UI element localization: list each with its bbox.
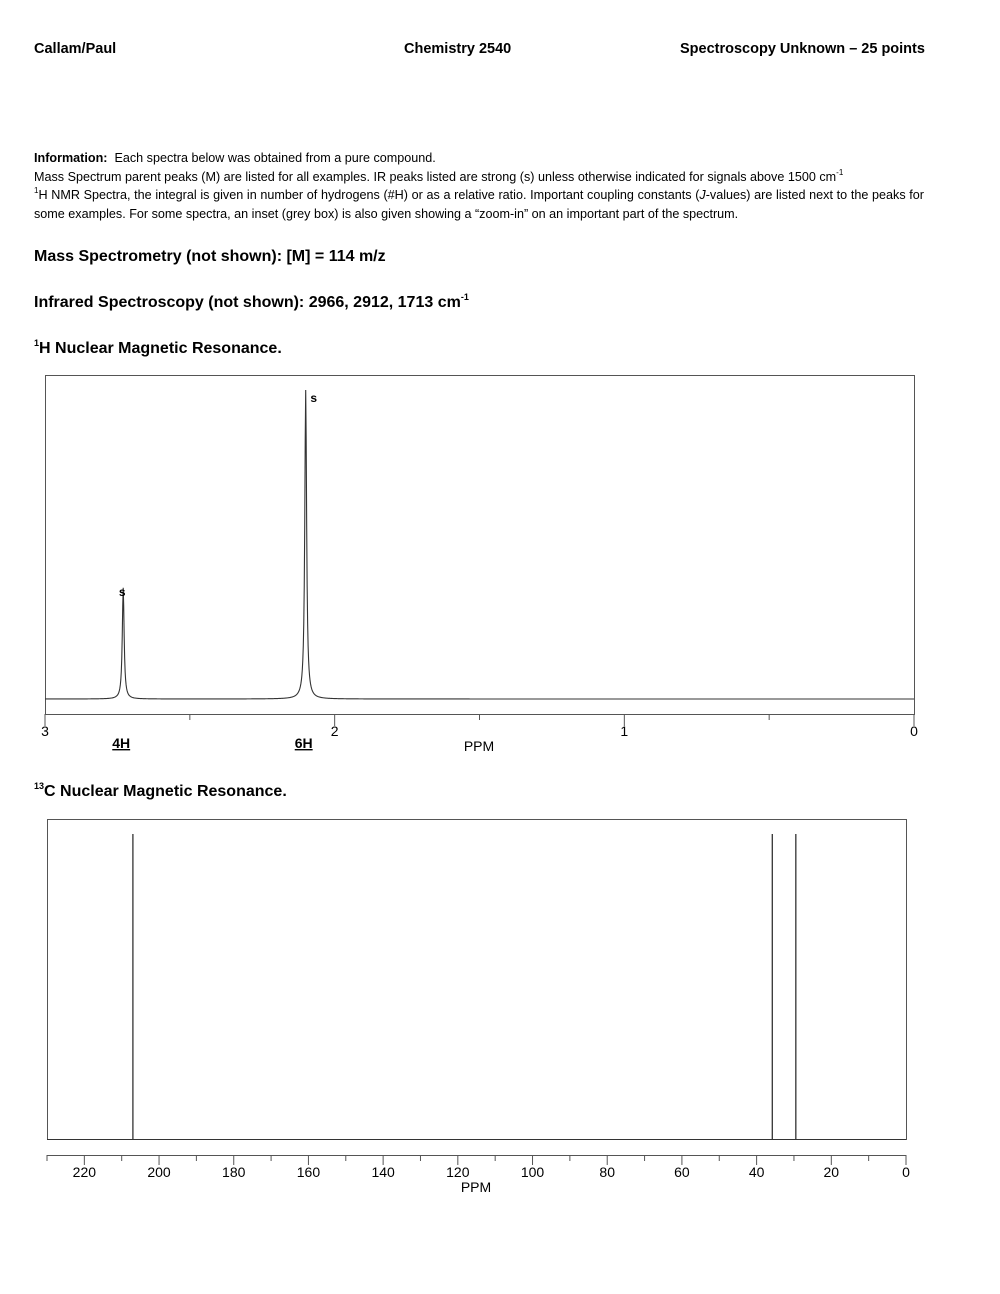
h-nmr-integral-label: 6H — [294, 735, 313, 751]
h-nmr-integral-label: 4H — [112, 735, 131, 751]
h-nmr-multiplicity-label: s — [118, 584, 126, 599]
mass-spec-line: Mass Spectrometry (not shown): [M] = 114 m/z — [34, 248, 386, 265]
c-nmr-tick-label: 140 — [371, 1164, 395, 1180]
h-nmr-tick-label: 3 — [41, 723, 49, 739]
c-nmr-tick-label: 60 — [674, 1164, 690, 1180]
h-nmr-spectrum — [0, 370, 1000, 765]
information-block — [34, 149, 924, 223]
information-line-2: Mass Spectrum parent peaks (M) are listed for all examples. IR peaks listed are strong (s) unless otherwise indicated for signals above 1500 $cm^{-1}$ — [34, 167, 844, 184]
h-nmr-frame — [46, 376, 915, 715]
ir-line: Infrared Spectroscopy (not shown): 2966, 2912, 1713 $cm^{-1}$ — [34, 292, 469, 311]
c-nmr-tick-label: 80 — [599, 1164, 616, 1180]
header-course-instructors: Callam/Paul — [34, 41, 117, 57]
c-nmr-tick-label: 0 — [902, 1164, 910, 1180]
header-course-title: Chemistry 2540 — [404, 41, 512, 57]
h-nmr-x-axis-label: PPM — [463, 738, 495, 754]
h-nmr-tick-label: 2 — [330, 723, 339, 739]
information-line-3: $^1$H NMR Spectra, the integral is given in number of hydrogens (#H) or as a relative ratio. Important coupling constants (J-values) are listed next to the peaks for some examples. For some spectra, an inset (grey box) is also given showing a “zoom-in” on an important part of the spectrum. — [34, 186, 924, 221]
c-nmr-tick-label: 20 — [823, 1164, 840, 1180]
c-nmr-tick-label: 40 — [748, 1164, 765, 1180]
c-nmr-tick-label: 200 — [147, 1164, 171, 1180]
c-nmr-tick-label: 100 — [520, 1164, 545, 1180]
c-nmr-title: $^{13}$C Nuclear Magnetic Resonance. — [34, 781, 287, 800]
header-assignment: Spectroscopy Unknown – 25 points — [680, 41, 925, 57]
h-nmr-trace — [45, 390, 914, 699]
c-nmr-x-axis-label: PPM — [460, 1179, 492, 1195]
c-nmr-tick-label: 220 — [72, 1164, 97, 1180]
h-nmr-multiplicity-label: s — [310, 391, 318, 405]
information-line-1: Information: Each spectra below was obtained from a pure compound. — [34, 151, 436, 165]
h-nmr-tick-label: 1 — [620, 723, 629, 739]
c-nmr-frame — [48, 820, 907, 1140]
c-nmr-tick-label: 160 — [296, 1164, 321, 1180]
h-nmr-tick-label: 0 — [910, 723, 918, 739]
c-nmr-spectrum — [0, 815, 1000, 1200]
c-nmr-tick-label: 120 — [446, 1164, 470, 1180]
c-nmr-tick-label: 180 — [222, 1164, 246, 1180]
information-label: Information: — [34, 151, 108, 165]
h-nmr-title: $^1$H Nuclear Magnetic Resonance. — [34, 338, 282, 357]
